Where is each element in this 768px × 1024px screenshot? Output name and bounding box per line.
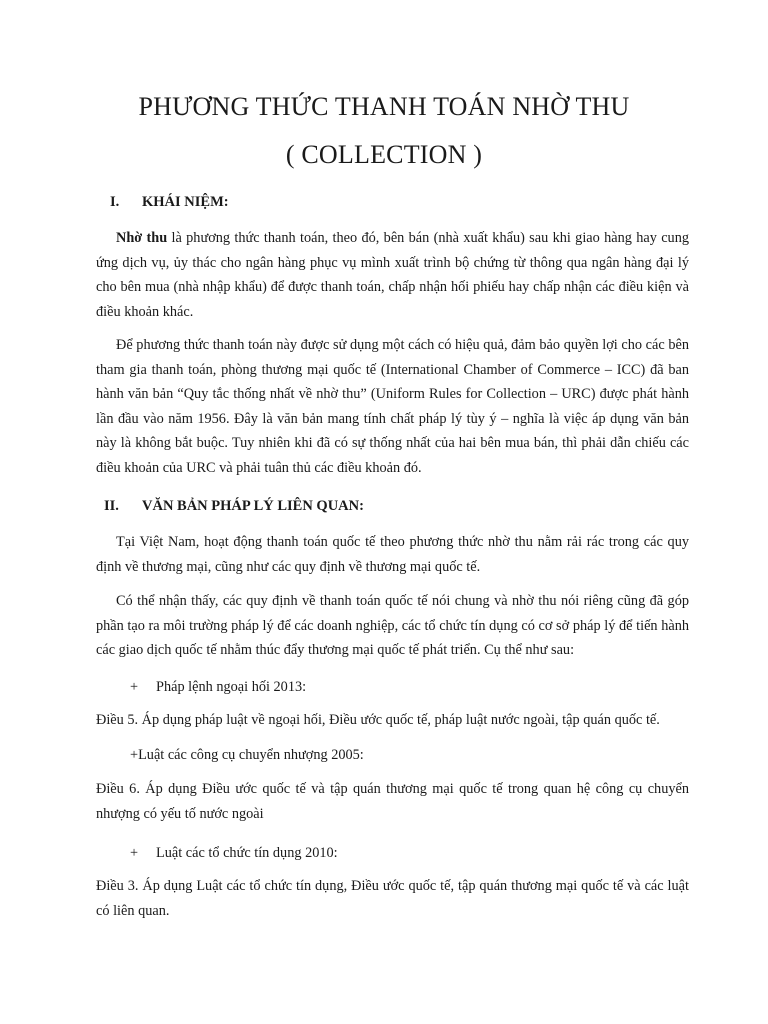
article-5 [96,708,689,733]
section-1-paragraph-2-text: Để phương thức thanh toán này được sử dụng một cách có hiệu quả, đảm bảo quyền lợi cho các bên tham gia thanh toán, phòng thương mại quốc tế (International Chamber of Commerce – ICC) đã ban hành văn bản “Quy tắc thống nhất về nhờ thu” (Uniform Rules for Collection – URC) được phát hành lần đầu vào năm 1956. Đây là văn bản mang tính chất pháp lý tùy ý – nghĩa là việc áp dụng văn bản này là không bắt buộc. Tuy nhiên khi đã có sự thống nhất của hai bên mua bán, thì phải dẫn chiếu các điều khoản của URC và phải tuân thủ các điều khoản đó. [96,337,689,476]
bullet-mark: + [130,845,139,861]
bullet-foreign-exchange-ordinance [130,677,306,697]
section-2-number: II. [104,498,119,514]
section-2-title: VĂN BẢN PHÁP LÝ LIÊN QUAN: [142,498,364,514]
article-3-text: Điều 3. Áp dụng Luật các tổ chức tín dụng, Điều ước quốc tế, tập quán thương mại quốc tế và các luật có liên quan. [96,878,689,919]
article-6 [96,777,689,826]
bullet-text: Luật các tổ chức tín dụng 2010: [156,845,338,861]
bullet-negotiable-instruments-law [130,745,364,765]
document-title: PHƯƠNG THỨC THANH TOÁN NHỜ THU [138,92,630,121]
section-2-paragraph-1-text: Tại Việt Nam, hoạt động thanh toán quốc tế theo phương thức nhờ thu nằm rải rác trong các quy định về thương mại, cũng như các quy định về thương mại quốc tế. [96,534,689,575]
section-2-paragraph-1 [96,530,689,579]
section-2-paragraph-2-text: Có thể nhận thấy, các quy định về thanh toán quốc tế nói chung và nhờ thu nói riêng cũng đã góp phần tạo ra môi trường pháp lý để các doanh nghiệp, các tổ chức tín dụng có cơ sở pháp lý để tiến hành các giao dịch quốc tế nhằm thúc đẩy thương mại quốc tế phát triển. Cụ thể như sau: [96,593,689,658]
section-2-paragraph-2 [96,589,689,663]
section-1-title: KHÁI NIỆM: [142,194,229,210]
article-6-text: Điều 6. Áp dụng Điều ước quốc tế và tập quán thương mại quốc tế trong quan hệ công cụ chuyển nhượng có yếu tố nước ngoài [96,781,689,822]
section-1-paragraph-1 [96,226,689,324]
bullet-text: +Luật các công cụ chuyển nhượng 2005: [130,747,364,763]
term-nho-thu: Nhờ thu [116,230,168,246]
section-1-paragraph-2 [96,333,689,480]
document-subtitle: ( COLLECTION ) [285,140,483,169]
article-3 [96,874,689,923]
article-5-text: Điều 5. Áp dụng pháp luật về ngoại hối, Điều ước quốc tế, pháp luật nước ngoài, tập quán quốc tế. [96,712,660,728]
section-1-number: I. [110,194,120,210]
bullet-credit-institutions-law [130,843,338,863]
section-1-paragraph-1-text: là phương thức thanh toán, theo đó, bên bán (nhà xuất khẩu) sau khi giao hàng hay cung ứng dịch vụ, ủy thác cho ngân hàng phục vụ mình xuất trình bộ chứng từ thông qua ngân hàng đại lý cho bên mua (nhà nhập khẩu) để được thanh toán, chấp nhận hối phiếu hay chấp nhận các điều kiện và điều khoản khác. [96,230,689,320]
bullet-mark: + [130,679,139,695]
bullet-text: Pháp lệnh ngoại hối 2013: [156,679,307,695]
